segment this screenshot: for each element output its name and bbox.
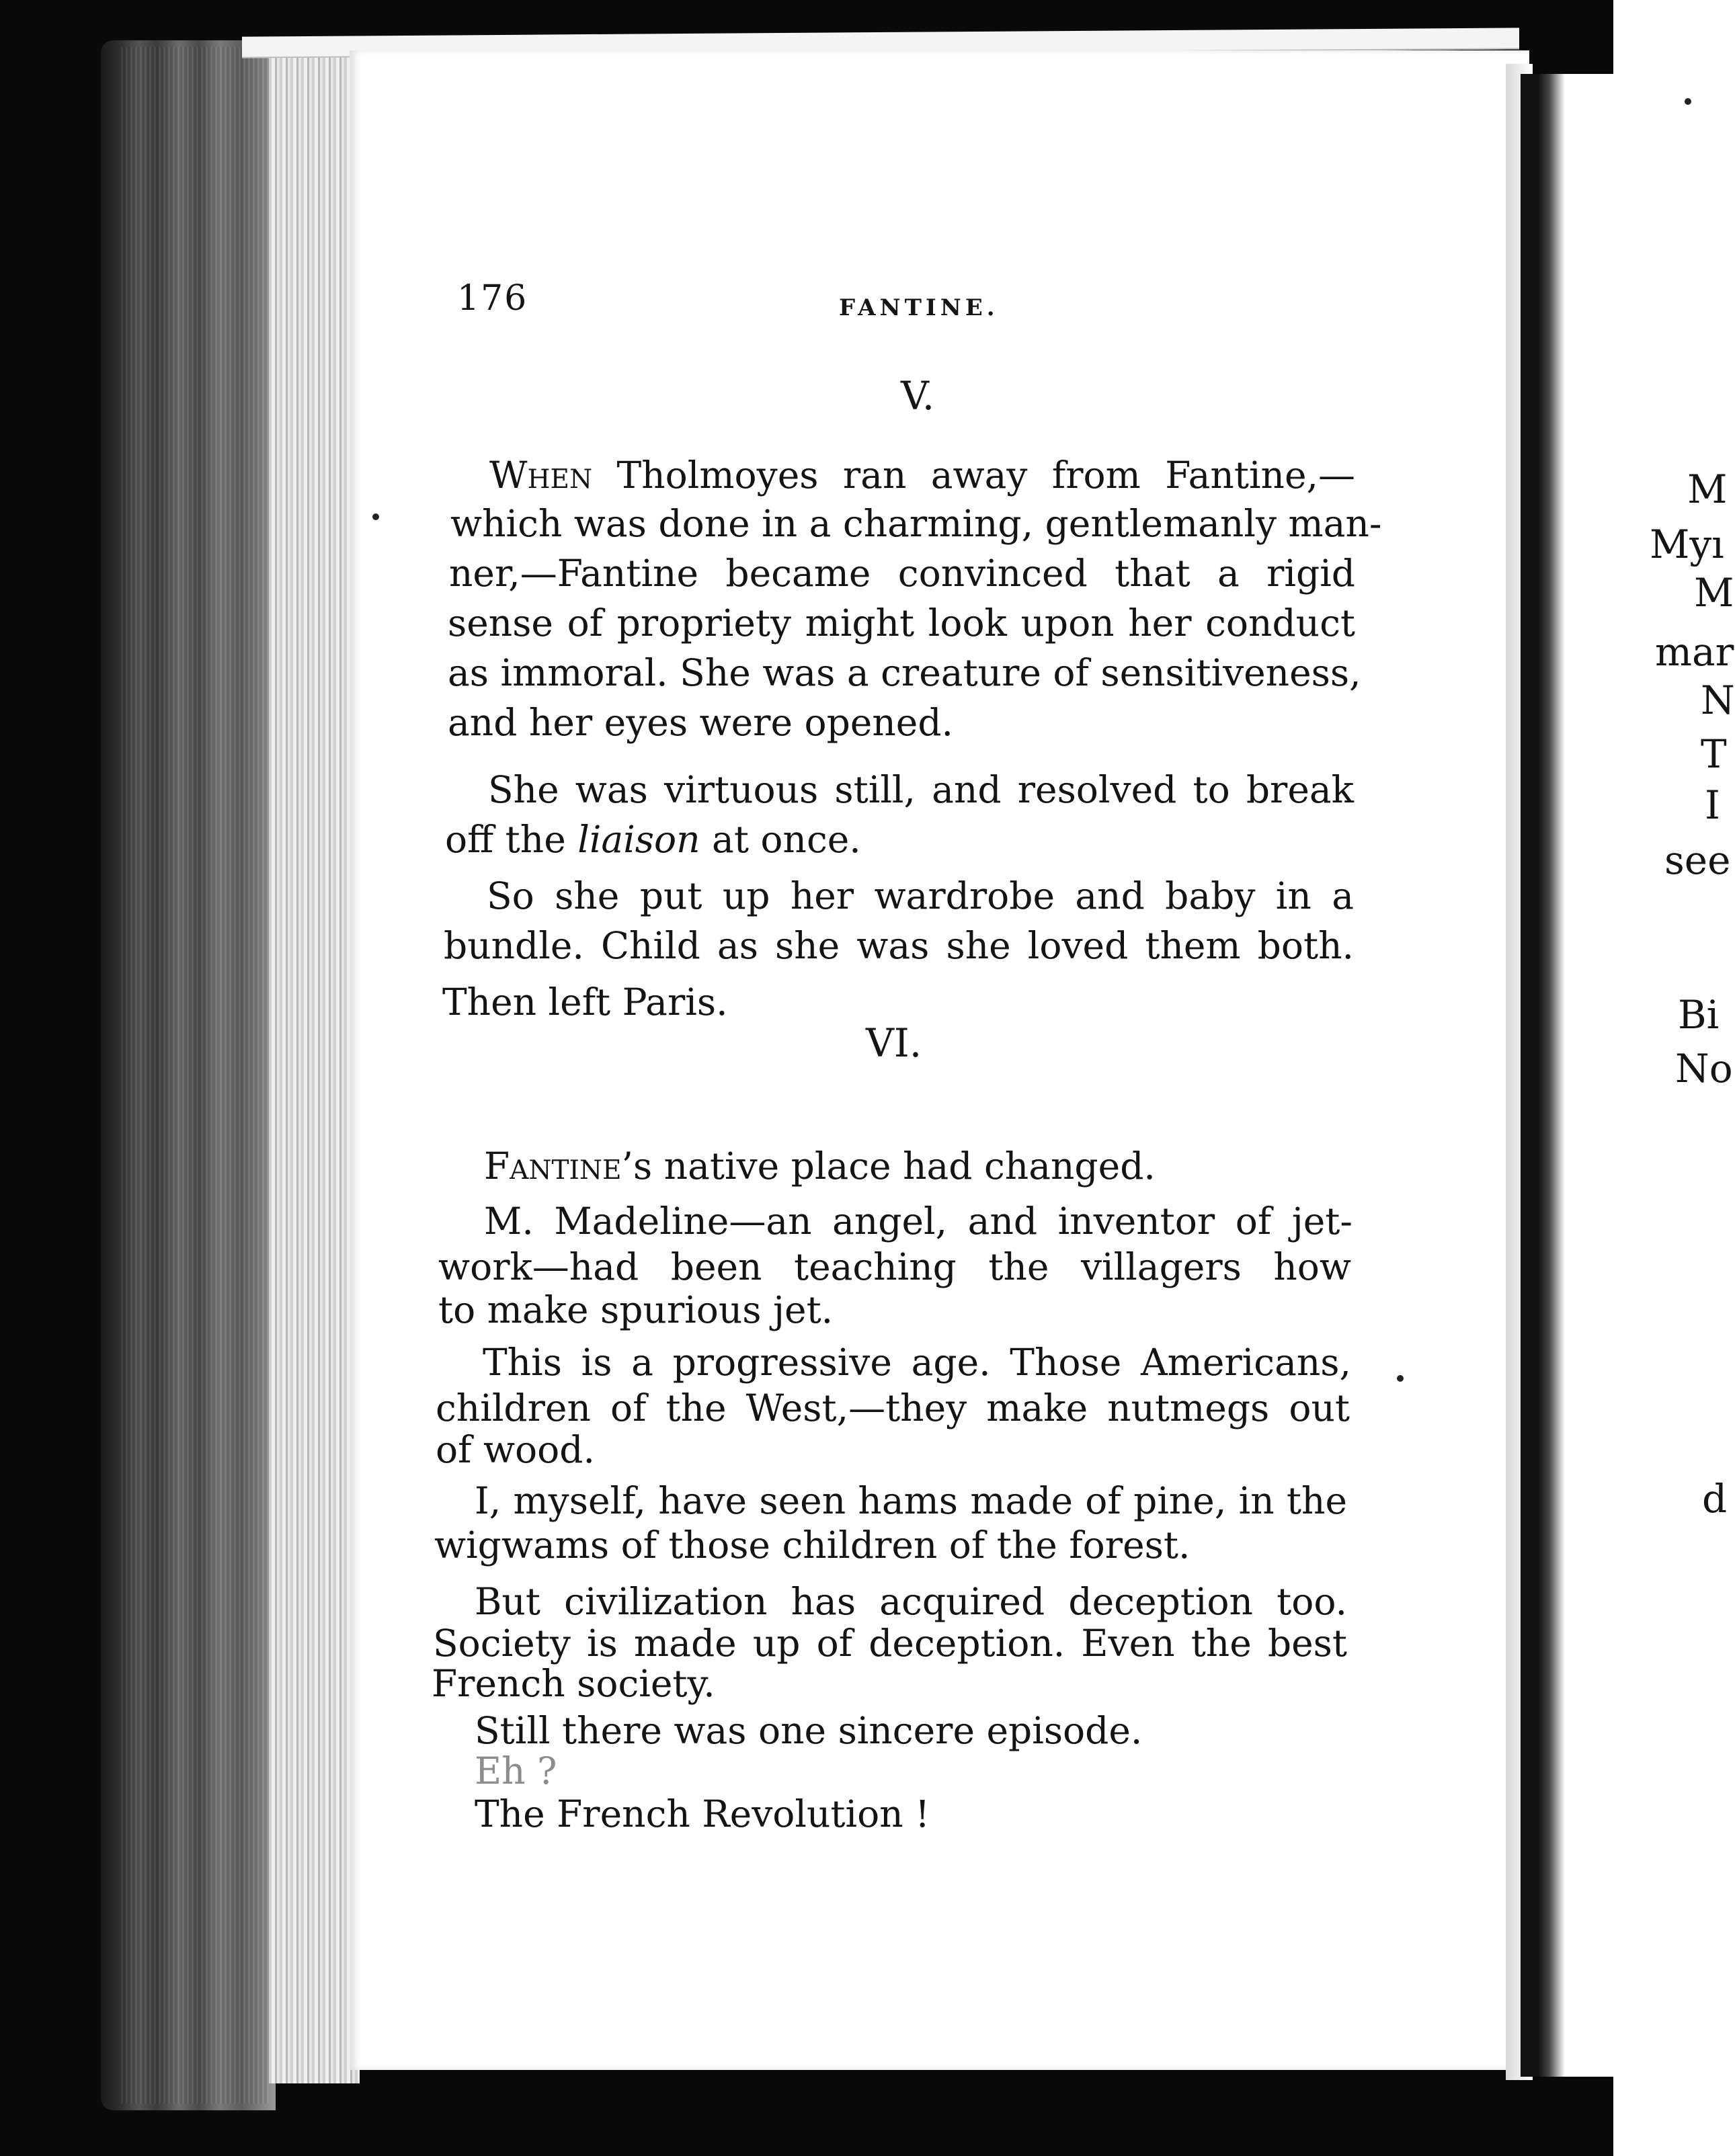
paragraph-line: Then left Paris.: [442, 981, 728, 1024]
page-stack-edge: [269, 40, 360, 2083]
facing-fragment: M: [1687, 466, 1728, 512]
drop-word: When: [489, 454, 593, 497]
facing-fragment: N: [1701, 677, 1735, 723]
scan-speck: [1397, 1375, 1404, 1382]
page-number: 176: [457, 278, 528, 319]
paragraph-line: M. Madeline—an angel, and inventor of jet-: [484, 1200, 1353, 1243]
paragraph-line: This is a progressive age. Those Americans,: [483, 1341, 1351, 1384]
paragraph-line: wigwams of those children of the forest.: [434, 1524, 1191, 1567]
paragraph-line: and her eyes were opened.: [448, 701, 954, 744]
facing-fragment: I: [1705, 782, 1720, 828]
paragraph-line: as immoral. She was a creature of sensitiveness,: [448, 651, 1361, 694]
book-cover-texture: [121, 47, 269, 2104]
paragraph-line: to make spurious jet.: [438, 1288, 834, 1331]
section-heading-vi: VI.: [866, 1020, 922, 1066]
facing-page-edge: [1521, 74, 1538, 2077]
facing-page-shadow: [1538, 74, 1565, 2077]
paragraph-line: Eh ?: [475, 1749, 557, 1792]
paragraph-line: Fantine’s native place had changed.: [484, 1145, 1156, 1188]
facing-fragment: No: [1675, 1046, 1733, 1091]
paragraph-line: ner,—Fantine became convinced that a rigid: [449, 552, 1355, 595]
paragraph-line: The French Revolution !: [475, 1792, 930, 1835]
facing-fragment: Bi: [1678, 992, 1720, 1038]
facing-fragment: M: [1694, 570, 1734, 616]
paragraph-line: But civilization has acquired deception too.: [475, 1580, 1347, 1623]
paragraph-line: bundle. Child as she was she loved them both.: [444, 924, 1354, 967]
paragraph-line: So she put up her wardrobe and baby in a: [487, 874, 1354, 917]
italic-word: liaison: [577, 818, 700, 861]
scan-speck: [1685, 98, 1691, 105]
facing-fragment: see: [1664, 837, 1731, 883]
paragraph-line: She was virtuous still, and resolved to break: [488, 768, 1354, 811]
paragraph-line: Still there was one sincere episode.: [475, 1709, 1143, 1752]
section-heading-v: V.: [901, 373, 935, 419]
paragraph-line: Society is made up of deception. Even the best: [433, 1622, 1347, 1665]
paragraph-line: of wood.: [436, 1428, 595, 1471]
paragraph-line: work—had been teaching the villagers how: [438, 1245, 1351, 1288]
drop-word: Fantine: [484, 1145, 622, 1188]
scan-speck: [372, 513, 379, 520]
facing-fragment: d: [1702, 1476, 1728, 1522]
paragraph-line: children of the West,—they make nutmegs out: [436, 1386, 1350, 1429]
paragraph-line: I, myself, have seen hams made of pine, in the: [475, 1479, 1347, 1522]
facing-fragment: mar: [1655, 629, 1734, 675]
facing-fragment: Myı: [1650, 522, 1724, 567]
paragraph-line: which was done in a charming, gentlemanly man-: [450, 502, 1382, 545]
running-head: FANTINE.: [839, 294, 999, 321]
paragraph-line: When Tholmoyes ran away from Fantine,—: [489, 454, 1355, 497]
paragraph-line: sense of propriety might look upon her conduct: [448, 602, 1355, 645]
facing-fragment: T: [1701, 731, 1727, 777]
paragraph-line: off the liaison at once.: [445, 818, 861, 861]
paragraph-line: French society.: [432, 1662, 715, 1705]
